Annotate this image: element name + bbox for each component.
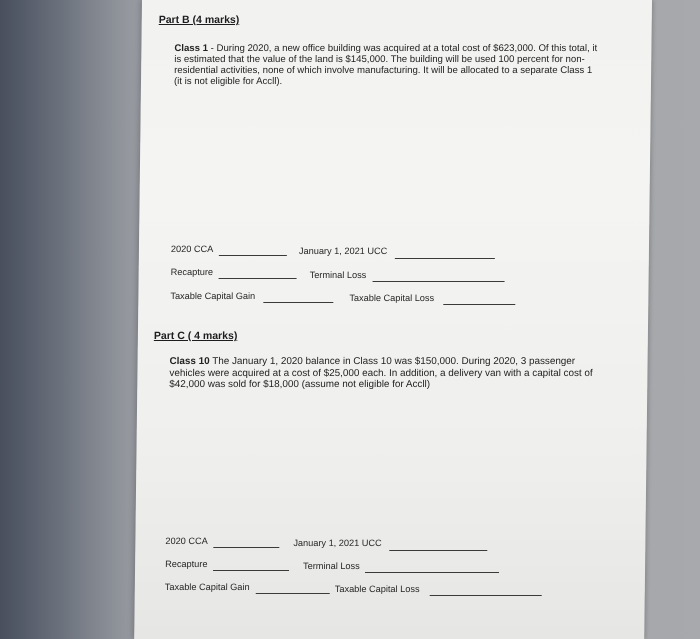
part-b-ucc-blank[interactable] xyxy=(395,258,495,259)
part-c-ucc-label: January 1, 2021 UCC xyxy=(293,538,382,548)
part-c-capital-loss-label: Taxable Capital Loss xyxy=(334,584,420,594)
part-c-terminal-loss-blank[interactable] xyxy=(365,572,499,573)
part-c-capital-loss-blank[interactable] xyxy=(430,595,542,596)
part-b-recapture-label: Recapture xyxy=(170,267,214,277)
part-b-class-label: Class 1 xyxy=(174,43,209,54)
part-b-terminal-loss-label: Terminal Loss xyxy=(309,270,367,280)
worksheet-page xyxy=(134,0,652,639)
part-b-capital-gain-blank[interactable] xyxy=(263,302,333,303)
part-b-terminal-loss-blank[interactable] xyxy=(373,281,505,282)
part-c-terminal-loss-label: Terminal Loss xyxy=(303,561,360,571)
part-b-ucc-label: January 1, 2021 UCC xyxy=(298,246,388,256)
part-c-problem-text: The January 1, 2020 balance in Class 10 was $150,000. During 2020, 3 passenger vehicles were acquired at a cost of $25,000 each. In addition, a delivery van with a capital cost of $42,000 was sold for $18,000 (assume not eligible for Accll) xyxy=(169,356,593,390)
part-c-recapture-blank[interactable] xyxy=(213,570,289,571)
part-c-problem xyxy=(169,356,594,391)
part-c-class-label: Class 10 xyxy=(169,356,210,367)
part-b-cca-label: 2020 CCA xyxy=(170,244,214,254)
background-shadow xyxy=(0,0,150,639)
part-c-cca-blank[interactable] xyxy=(213,547,279,548)
part-b-problem-text: - During 2020, a new office building was acquired at a total cost of $623,000. Of this total, it is estimated that the value of the land is $145,000. The building will be used 100 percent for non-residential activities, none of which involve manufacturing. It will be allocated to a separate Class 1 (it is not eligible for Accll). xyxy=(173,43,598,87)
part-b-recapture-blank[interactable] xyxy=(219,278,297,279)
part-b-cca-blank[interactable] xyxy=(219,255,287,256)
part-c-heading: Part C ( 4 marks) xyxy=(153,330,238,342)
part-c-recapture-label: Recapture xyxy=(165,559,208,569)
part-b-heading: Part B (4 marks) xyxy=(158,14,240,26)
part-b-capital-loss-label: Taxable Capital Loss xyxy=(349,293,435,303)
part-c-ucc-blank[interactable] xyxy=(389,550,487,551)
part-b-problem xyxy=(174,43,600,87)
part-b-capital-loss-blank[interactable] xyxy=(443,304,515,305)
part-b-capital-gain-label: Taxable Capital Gain xyxy=(170,291,256,301)
part-c-cca-label: 2020 CCA xyxy=(165,536,208,546)
part-c-capital-gain-label: Taxable Capital Gain xyxy=(164,582,250,592)
part-c-capital-gain-blank[interactable] xyxy=(256,593,330,594)
